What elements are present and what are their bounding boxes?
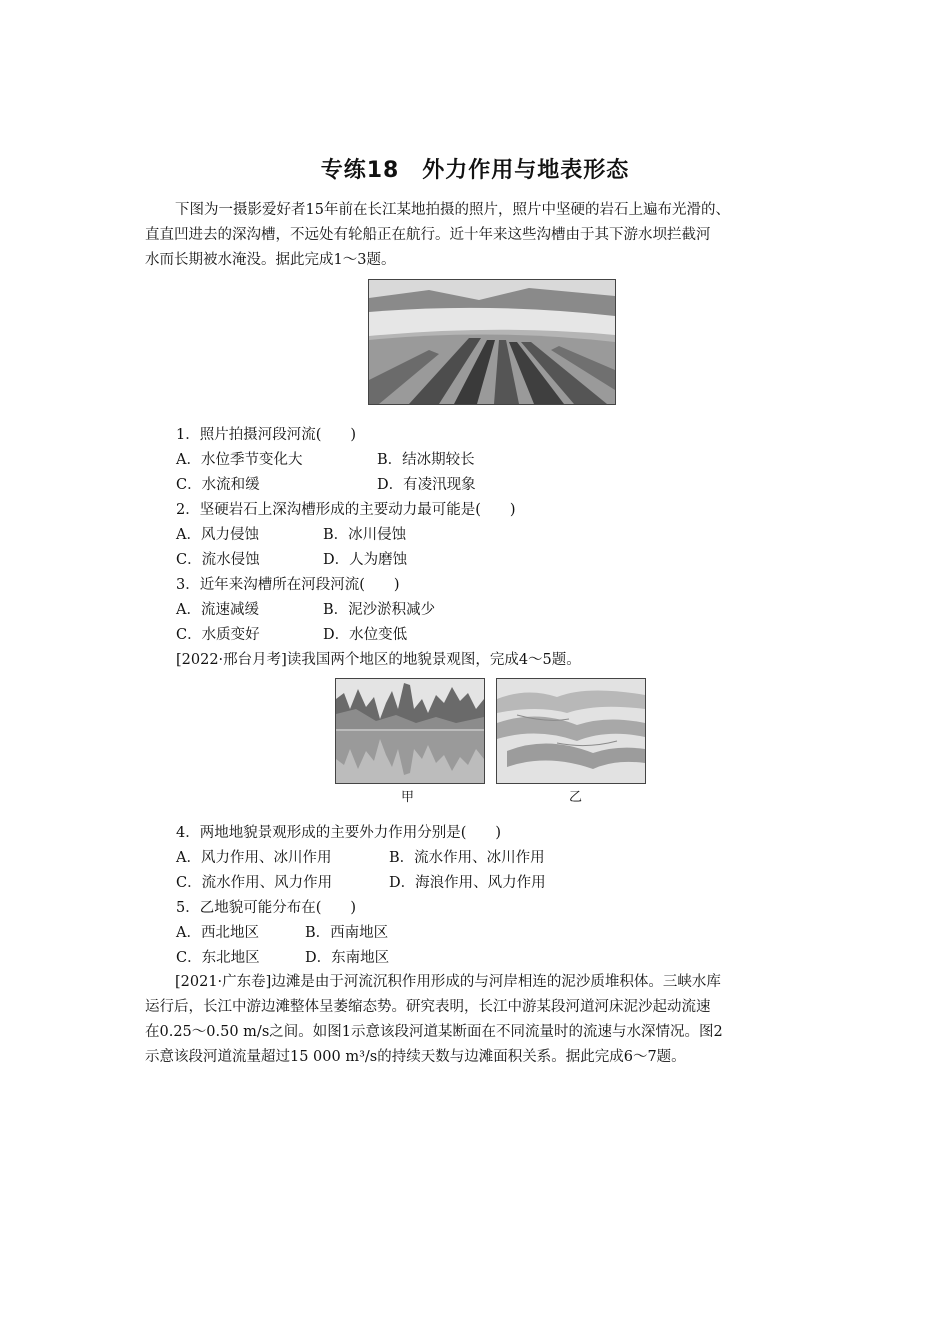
q3-option-c[interactable]: C．水质变好 (176, 627, 260, 643)
q2-option-d[interactable]: D．人为磨蚀 (323, 552, 408, 568)
q4-option-c[interactable]: C．流水作用、风力作用 (176, 875, 333, 891)
q4-option-a[interactable]: A．风力作用、冰川作用 (176, 850, 332, 866)
intro-1-line-3: 水而长期被水淹没。据此完成1～3题。 (145, 252, 396, 268)
intro-1-line-1: 下图为一摄影爱好者15年前在长江某地拍摄的照片，照片中坚硬的岩石上遍布光滑的、 (175, 202, 730, 218)
caption-jia: 甲 (401, 790, 415, 805)
landform-photo-jia (335, 678, 485, 784)
question-5-stem: 5．乙地貌可能分布在( ) (176, 900, 357, 916)
intro-3-line-1: [2021·广东卷]边滩是由于河流沉积作用形成的与河岸相连的泥沙质堆积体。三峡水库 (175, 974, 721, 990)
q4-option-b[interactable]: B．流水作用、冰川作用 (389, 850, 545, 866)
sand-dune-image (497, 679, 645, 783)
intro-paragraph-3 (145, 970, 805, 1070)
question-1-stem: 1．照片拍摄河段河流( ) (176, 427, 357, 443)
q1-option-a[interactable]: A．水位季节变化大 (176, 452, 303, 468)
q3-option-d[interactable]: D．水位变低 (323, 627, 408, 643)
karst-landscape-image (336, 679, 484, 783)
q5-option-b[interactable]: B．西南地区 (305, 925, 389, 941)
q2-option-b[interactable]: B．冰川侵蚀 (323, 527, 407, 543)
caption-yi: 乙 (569, 790, 583, 805)
q5-option-c[interactable]: C．东北地区 (176, 950, 260, 966)
q3-option-b[interactable]: B．泥沙淤积减少 (323, 602, 436, 618)
question-3-stem: 3．近年来沟槽所在河段河流( ) (176, 577, 400, 593)
intro-paragraph-1 (145, 198, 805, 273)
q4-option-d[interactable]: D．海浪作用、风力作用 (389, 875, 546, 891)
question-2-stem: 2．坚硬岩石上深沟槽形成的主要动力最可能是( ) (176, 502, 516, 518)
q3-option-a[interactable]: A．流速减缓 (176, 602, 259, 618)
q1-option-d[interactable]: D．有凌汛现象 (377, 477, 476, 493)
river-groove-image (369, 280, 615, 404)
q1-option-c[interactable]: C．水流和缓 (176, 477, 260, 493)
intro-3-line-3: 在0.25～0.50 m/s之间。如图1示意该段河道某断面在不同流量时的流速与水深情况。图2 (145, 1024, 723, 1040)
q5-option-d[interactable]: D．东南地区 (305, 950, 390, 966)
q5-option-a[interactable]: A．西北地区 (176, 925, 259, 941)
q1-option-b[interactable]: B．结冰期较长 (377, 452, 475, 468)
question-4-stem: 4．两地地貌景观形成的主要外力作用分别是( ) (176, 825, 502, 841)
page-title: 专练18 外力作用与地表形态 (320, 158, 630, 183)
intro-3-line-4: 示意该段河道流量超过15 000 m³/s的持续天数与边滩面积关系。据此完成6～7题。 (145, 1049, 686, 1065)
intro-3-line-2: 运行后，长江中游边滩整体呈萎缩态势。研究表明，长江中游某段河道河床泥沙起动流速 (145, 999, 711, 1015)
q2-option-c[interactable]: C．流水侵蚀 (176, 552, 260, 568)
intro-1-line-2: 直直凹进去的深沟槽，不远处有轮船正在航行。近十年来这些沟槽由于其下游水坝拦截河 (145, 227, 711, 243)
river-groove-photo (368, 279, 616, 405)
intro-paragraph-2: [2022·邢台月考]读我国两个地区的地貌景观图，完成4～5题。 (176, 652, 581, 668)
landform-photo-yi (496, 678, 646, 784)
q2-option-a[interactable]: A．风力侵蚀 (176, 527, 259, 543)
